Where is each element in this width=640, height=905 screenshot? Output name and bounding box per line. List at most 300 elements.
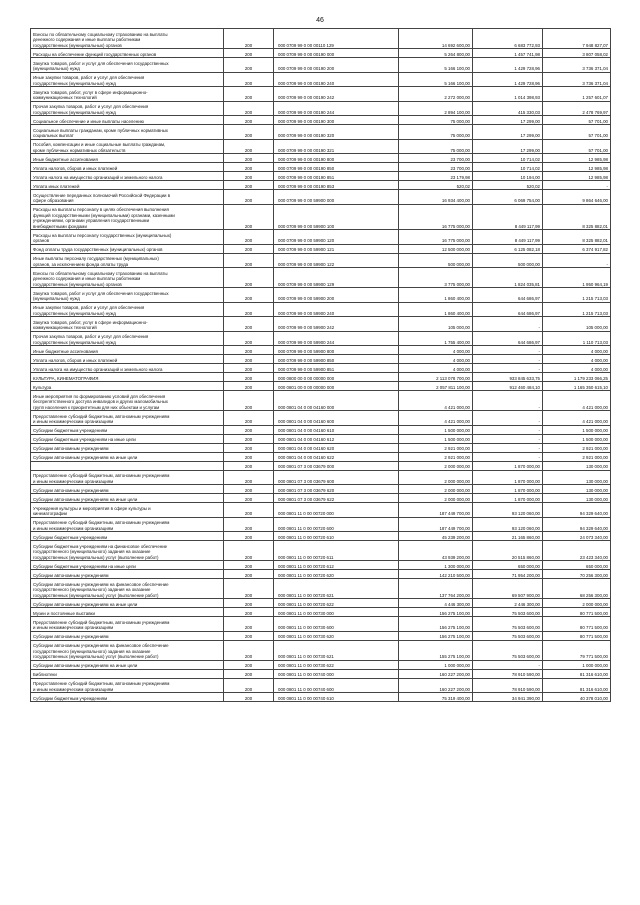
row-name-cell: Расходы на выплаты персоналу в целях обеспечения выполнения функций государственными (муниципальными) органами, казенными учреждениями, органами управления государственными внебюджетными фондами: [31, 204, 224, 230]
row-name-cell: Субсидии автономным учреждениям на иные цели: [31, 494, 224, 503]
row-name-cell: Закупка товаров, работ и услуг для обеспечения государственных (муниципальных) нужд: [31, 58, 224, 73]
row-plan-cell: 1 000 000,00: [399, 660, 473, 669]
row-plan-cell: 23 700,00: [399, 163, 473, 172]
row-name-cell: Предоставление субсидий бюджетным, автономным учреждениям и иным некоммерческим организациям: [31, 617, 224, 632]
row-name-cell: Социальное обеспечение и иные выплаты населению: [31, 116, 224, 125]
row-done-cell: -: [473, 443, 543, 452]
row-plan-cell: 4 000,00: [399, 364, 473, 373]
row-plan-cell: 45 239 200,00: [399, 532, 473, 541]
row-kbk-cell: 000 0709 99 0 00 59900 129: [274, 268, 399, 288]
row-plan-cell: 2 113 078 700,00: [399, 373, 473, 382]
row-name-cell: Субсидии автономным учреждениям на иные цели: [31, 660, 224, 669]
row-code-cell: 200: [224, 101, 274, 116]
table-row: [31, 382, 611, 391]
row-kbk-cell: 000 0801 11 0 00 00740 610: [274, 693, 399, 702]
row-name-cell: Предоставление субсидий бюджетным, автономным учреждениям и иным некоммерческим организациям: [31, 678, 224, 693]
row-done-cell: 1 429 728,96: [473, 58, 543, 73]
row-plan-cell: 156 275 100,00: [399, 631, 473, 640]
row-kbk-cell: 000 0801 11 0 00 00720 620: [274, 570, 399, 579]
row-done-cell: 10 194,00: [473, 172, 543, 181]
row-code-cell: 200: [224, 660, 274, 669]
row-done-cell: 17 299,00: [473, 116, 543, 125]
table-row: [31, 570, 611, 579]
row-done-cell: 6 069 754,00: [473, 190, 543, 205]
table-row: [31, 373, 611, 382]
row-code-cell: 200: [224, 364, 274, 373]
row-code-cell: 200: [224, 190, 274, 205]
table-row: [31, 204, 611, 230]
row-rest-cell: 8 325 882,01: [543, 230, 611, 245]
row-plan-cell: 75 000,00: [399, 116, 473, 125]
row-kbk-cell: 000 0709 99 0 00 00190 320: [274, 125, 399, 140]
row-done-cell: -: [473, 425, 543, 434]
row-name-cell: Субсидии бюджетным учреждениям: [31, 425, 224, 434]
row-done-cell: 520,02: [473, 181, 543, 190]
row-done-cell: 933 845 633,75: [473, 373, 543, 382]
row-rest-cell: 12 985,98: [543, 163, 611, 172]
row-plan-cell: 23 179,98: [399, 172, 473, 181]
table-row: [31, 268, 611, 288]
row-name-cell: Предоставление субсидий бюджетным, автономным учреждениям и иным некоммерческим организациям: [31, 470, 224, 485]
row-rest-cell: 2 478 769,97: [543, 101, 611, 116]
row-code-cell: 200: [224, 172, 274, 181]
row-rest-cell: 57 701,00: [543, 139, 611, 154]
row-code-cell: 200: [224, 631, 274, 640]
row-rest-cell: 1 165 350 615,10: [543, 382, 611, 391]
table-row: [31, 411, 611, 426]
row-code-cell: 200: [224, 541, 274, 561]
row-rest-cell: 80 771 500,00: [543, 631, 611, 640]
row-plan-cell: 75 000,00: [399, 139, 473, 154]
row-name-cell: Иные бюджетные ассигнования: [31, 346, 224, 355]
row-done-cell: 644 686,97: [473, 288, 543, 303]
row-code-cell: 200: [224, 485, 274, 494]
row-plan-cell: 105 000,00: [399, 317, 473, 332]
row-kbk-cell: 000 0709 99 0 00 00190 321: [274, 139, 399, 154]
row-kbk-cell: 000 0801 04 0 00 04160 612: [274, 434, 399, 443]
row-done-cell: 93 120 060,00: [473, 517, 543, 532]
row-kbk-cell: 000 0801 11 0 00 00720 600: [274, 517, 399, 532]
table-row: [31, 503, 611, 518]
row-name-cell: Осуществление переданных полномочий Российской Федерации в сфере образования: [31, 190, 224, 205]
row-kbk-cell: 000 0709 99 0 00 00190 853: [274, 181, 399, 190]
table-row: [31, 532, 611, 541]
row-done-cell: 1 429 728,96: [473, 72, 543, 87]
row-code-cell: 200: [224, 244, 274, 253]
table-row: [31, 355, 611, 364]
row-code-cell: 200: [224, 382, 274, 391]
row-code-cell: 200: [224, 693, 274, 702]
row-kbk-cell: 000 0709 99 0 00 00190 800: [274, 154, 399, 163]
row-done-cell: 78 910 590,00: [473, 678, 543, 693]
row-plan-cell: 187 449 700,00: [399, 503, 473, 518]
row-rest-cell: 80 771 500,00: [543, 608, 611, 617]
row-done-cell: 75 503 600,00: [473, 631, 543, 640]
row-done-cell: -: [473, 660, 543, 669]
row-name-cell: Иные бюджетные ассигнования: [31, 154, 224, 163]
row-code-cell: 200: [224, 411, 274, 426]
row-kbk-cell: 000 0709 99 0 00 00110 129: [274, 29, 399, 49]
row-name-cell: Субсидии бюджетным учреждениям: [31, 693, 224, 702]
row-code-cell: 200: [224, 503, 274, 518]
row-kbk-cell: 000 0801 11 0 00 00720 612: [274, 561, 399, 570]
row-plan-cell: 16 775 000,00: [399, 230, 473, 245]
row-kbk-cell: 000 0801 04 0 00 04160 622: [274, 452, 399, 461]
table-row: [31, 494, 611, 503]
row-plan-cell: 4 446 300,00: [399, 599, 473, 608]
table-row: [31, 561, 611, 570]
row-done-cell: 21 165 860,00: [473, 532, 543, 541]
table-row: [31, 617, 611, 632]
row-name-cell: Учреждения культуры и мероприятия в сфере культуры и кинематографии: [31, 503, 224, 518]
row-done-cell: -: [473, 452, 543, 461]
row-done-cell: 93 120 060,00: [473, 503, 543, 518]
row-done-cell: 644 686,97: [473, 331, 543, 346]
row-code-cell: 200: [224, 617, 274, 632]
row-name-cell: Закупка товаров, работ, услуг в сфере информационно- коммуникационных технологий: [31, 87, 224, 102]
row-name-cell: Уплата налогов, сборов и иных платежей: [31, 355, 224, 364]
row-code-cell: 200: [224, 570, 274, 579]
row-rest-cell: 57 701,00: [543, 125, 611, 140]
row-rest-cell: 81 316 610,00: [543, 678, 611, 693]
budget-execution-table: [30, 28, 611, 702]
row-done-cell: 2 446 300,00: [473, 599, 543, 608]
row-code-cell: 200: [224, 599, 274, 608]
row-done-cell: 415 330,03: [473, 101, 543, 116]
row-code-cell: 200: [224, 443, 274, 452]
row-rest-cell: 4 421 000,00: [543, 391, 611, 411]
table-row: [31, 101, 611, 116]
row-rest-cell: 130 000,00: [543, 494, 611, 503]
row-rest-cell: 94 329 640,00: [543, 503, 611, 518]
row-plan-cell: 2 000 000,00: [399, 470, 473, 485]
row-code-cell: 200: [224, 49, 274, 58]
row-done-cell: -: [473, 391, 543, 411]
table-row: [31, 434, 611, 443]
row-code-cell: 200: [224, 494, 274, 503]
row-done-cell: 75 503 600,00: [473, 608, 543, 617]
row-rest-cell: -: [543, 181, 611, 190]
row-done-cell: 75 503 600,00: [473, 617, 543, 632]
row-code-cell: 200: [224, 391, 274, 411]
row-plan-cell: 137 764 200,00: [399, 579, 473, 599]
row-rest-cell: 68 256 300,00: [543, 579, 611, 599]
row-code-cell: 200: [224, 425, 274, 434]
row-kbk-cell: 000 0709 99 0 00 00190 200: [274, 58, 399, 73]
table-row: [31, 391, 611, 411]
row-code-cell: 200: [224, 288, 274, 303]
row-rest-cell: 4 000,00: [543, 355, 611, 364]
row-kbk-cell: 000 0800 00 0 00 00000 000: [274, 373, 399, 382]
row-rest-cell: 1 500 000,00: [543, 425, 611, 434]
table-row: [31, 599, 611, 608]
row-name-cell: [31, 461, 224, 470]
row-code-cell: 200: [224, 669, 274, 678]
table-row: [31, 49, 611, 58]
row-kbk-cell: 000 0801 11 0 00 00740 600: [274, 678, 399, 693]
row-name-cell: Уплата иных платежей: [31, 181, 224, 190]
row-name-cell: Социальные выплаты гражданам, кроме публичных нормативных социальных выплат: [31, 125, 224, 140]
row-plan-cell: 16 775 000,00: [399, 204, 473, 230]
row-code-cell: 200: [224, 561, 274, 570]
row-rest-cell: 7 948 827,07: [543, 29, 611, 49]
row-code-cell: 200: [224, 331, 274, 346]
table-row: [31, 253, 611, 268]
row-rest-cell: 9 864 646,00: [543, 190, 611, 205]
row-kbk-cell: 000 0709 99 0 00 00190 300: [274, 116, 399, 125]
row-rest-cell: 6 374 917,82: [543, 244, 611, 253]
row-plan-cell: 1 500 000,00: [399, 425, 473, 434]
row-rest-cell: 1 000 000,00: [543, 660, 611, 669]
row-rest-cell: 40 378 010,00: [543, 693, 611, 702]
row-code-cell: 200: [224, 72, 274, 87]
table-row: [31, 58, 611, 73]
row-rest-cell: 650 000,00: [543, 561, 611, 570]
row-name-cell: Субсидии автономным учреждениям на финансовое обеспечение государственного (муниципального) задания на оказание государственных (муниципальных) услуг (выполнение работ): [31, 640, 224, 660]
row-code-cell: 200: [224, 640, 274, 660]
table-row: [31, 452, 611, 461]
row-kbk-cell: 000 0801 07 3 00 03679 600: [274, 470, 399, 485]
row-plan-cell: 23 700,00: [399, 154, 473, 163]
table-row: [31, 139, 611, 154]
row-name-cell: Субсидии автономным учреждениям: [31, 485, 224, 494]
row-name-cell: Субсидии автономным учреждениям: [31, 631, 224, 640]
table-row: [31, 608, 611, 617]
row-code-cell: 200: [224, 317, 274, 332]
row-done-cell: 34 941 390,00: [473, 693, 543, 702]
row-plan-cell: 2 000 000,00: [399, 461, 473, 470]
row-kbk-cell: 000 0709 99 0 00 59900 122: [274, 253, 399, 268]
row-name-cell: КУЛЬТУРА, КИНЕМАТОГРАФИЯ: [31, 373, 224, 382]
row-done-cell: 69 507 900,00: [473, 579, 543, 599]
row-name-cell: Субсидии автономным учреждениям на финансовое обеспечение государственного (муниципального) задания на оказание государственных (муниципальных) услуг (выполнение работ): [31, 579, 224, 599]
table-row: [31, 678, 611, 693]
row-plan-cell: 500 000,00: [399, 253, 473, 268]
table-row: [31, 125, 611, 140]
row-kbk-cell: 000 0709 99 0 00 00190 850: [274, 163, 399, 172]
row-rest-cell: 3 807 058,02: [543, 49, 611, 58]
row-name-cell: Фонд оплаты труда государственных (муниципальных) органов: [31, 244, 224, 253]
row-rest-cell: 24 073 340,00: [543, 532, 611, 541]
row-plan-cell: 2 000 000,00: [399, 485, 473, 494]
row-plan-cell: 43 939 200,00: [399, 541, 473, 561]
row-kbk-cell: 000 0801 11 0 00 00720 622: [274, 599, 399, 608]
page-number: 46: [316, 17, 324, 24]
row-code-cell: 200: [224, 181, 274, 190]
table-row: [31, 461, 611, 470]
row-code-cell: 200: [224, 268, 274, 288]
row-rest-cell: 130 000,00: [543, 470, 611, 485]
row-rest-cell: 130 000,00: [543, 461, 611, 470]
row-rest-cell: 1 500 000,00: [543, 434, 611, 443]
row-name-cell: Прочая закупка товаров, работ и услуг для обеспечения государственных (муниципальных) нужд: [31, 101, 224, 116]
row-name-cell: Прочая закупка товаров, работ и услуг для обеспечения государственных (муниципальных) нужд: [31, 331, 224, 346]
row-plan-cell: 1 860 400,00: [399, 302, 473, 317]
row-plan-cell: 3 775 000,00: [399, 268, 473, 288]
row-done-cell: -: [473, 346, 543, 355]
row-plan-cell: 160 227 200,00: [399, 669, 473, 678]
row-done-cell: -: [473, 355, 543, 364]
row-kbk-cell: 000 0709 99 0 00 59900 800: [274, 346, 399, 355]
row-kbk-cell: 000 0709 99 0 00 59900 200: [274, 288, 399, 303]
row-kbk-cell: 000 0801 11 0 00 00730 620: [274, 631, 399, 640]
row-name-cell: Иные закупки товаров, работ и услуг для обеспечения государственных (муниципальных) нужд: [31, 302, 224, 317]
row-plan-cell: 155 275 100,00: [399, 640, 473, 660]
row-kbk-cell: 000 0801 11 0 00 00720 610: [274, 532, 399, 541]
row-name-cell: Субсидии автономным учреждениям: [31, 570, 224, 579]
row-rest-cell: 23 423 340,00: [543, 541, 611, 561]
row-name-cell: Закупка товаров, работ и услуг для обеспечения государственных (муниципальных) нужд: [31, 288, 224, 303]
row-rest-cell: 2 921 000,00: [543, 452, 611, 461]
row-kbk-cell: 000 0801 04 0 00 04160 620: [274, 443, 399, 452]
table-row: [31, 230, 611, 245]
row-kbk-cell: 000 0801 07 3 00 03679 620: [274, 485, 399, 494]
row-plan-cell: 16 934 400,00: [399, 190, 473, 205]
row-name-cell: Культура: [31, 382, 224, 391]
row-plan-cell: 156 275 100,00: [399, 617, 473, 632]
row-code-cell: 200: [224, 139, 274, 154]
table-row: [31, 693, 611, 702]
row-rest-cell: 1 257 601,07: [543, 87, 611, 102]
row-rest-cell: 12 985,98: [543, 172, 611, 181]
row-plan-cell: 2 000 000,00: [399, 494, 473, 503]
table-row: [31, 669, 611, 678]
row-code-cell: 200: [224, 678, 274, 693]
row-name-cell: Пособия, компенсации и иные социальные выплаты гражданам, кроме публичных нормативных обязательств: [31, 139, 224, 154]
table-body: [31, 29, 611, 702]
row-name-cell: Субсидии бюджетным учреждениям на иные цели: [31, 434, 224, 443]
row-code-cell: 200: [224, 230, 274, 245]
row-kbk-cell: 000 0801 04 0 00 04160 000: [274, 391, 399, 411]
row-plan-cell: 520,02: [399, 181, 473, 190]
row-rest-cell: 2 921 000,00: [543, 443, 611, 452]
row-kbk-cell: 000 0709 99 0 00 59900 120: [274, 230, 399, 245]
row-plan-cell: 75 319 400,00: [399, 693, 473, 702]
row-rest-cell: 57 701,00: [543, 116, 611, 125]
row-name-cell: Субсидии автономным учреждениям: [31, 443, 224, 452]
row-plan-cell: 2 894 100,00: [399, 101, 473, 116]
row-kbk-cell: 000 0709 99 0 00 00190 000: [274, 49, 399, 58]
row-code-cell: 200: [224, 461, 274, 470]
row-code-cell: 200: [224, 532, 274, 541]
row-name-cell: Иные выплаты персоналу государственных (муниципальных) органов, за исключением фонда оплаты труда: [31, 253, 224, 268]
row-rest-cell: 130 000,00: [543, 485, 611, 494]
row-rest-cell: 3 736 371,04: [543, 72, 611, 87]
row-rest-cell: -: [543, 253, 611, 268]
row-plan-cell: 1 860 400,00: [399, 288, 473, 303]
row-code-cell: 200: [224, 579, 274, 599]
row-plan-cell: 4 000,00: [399, 355, 473, 364]
table-row: [31, 181, 611, 190]
table-row: [31, 443, 611, 452]
row-code-cell: 200: [224, 163, 274, 172]
row-code-cell: 200: [224, 302, 274, 317]
table-row: [31, 631, 611, 640]
table-row: [31, 660, 611, 669]
row-rest-cell: 1 950 964,19: [543, 268, 611, 288]
row-rest-cell: 1 215 713,03: [543, 302, 611, 317]
row-name-cell: Уплата налогов, сборов и иных платежей: [31, 163, 224, 172]
row-rest-cell: 1 179 233 066,25: [543, 373, 611, 382]
row-done-cell: 644 686,97: [473, 302, 543, 317]
row-code-cell: 200: [224, 517, 274, 532]
row-plan-cell: 2 921 000,00: [399, 443, 473, 452]
row-plan-cell: 5 264 800,00: [399, 49, 473, 58]
row-code-cell: 200: [224, 355, 274, 364]
row-done-cell: 17 299,00: [473, 125, 543, 140]
row-code-cell: 200: [224, 29, 274, 49]
row-code-cell: 200: [224, 470, 274, 485]
row-kbk-cell: 000 0801 11 0 00 00730 621: [274, 640, 399, 660]
row-rest-cell: 8 325 882,01: [543, 204, 611, 230]
row-done-cell: 6 683 772,93: [473, 29, 543, 49]
table-row: [31, 244, 611, 253]
row-rest-cell: 2 000 000,00: [543, 599, 611, 608]
table-row: [31, 288, 611, 303]
row-plan-cell: 5 166 100,00: [399, 72, 473, 87]
row-rest-cell: 81 316 610,00: [543, 669, 611, 678]
row-name-cell: Предоставление субсидий бюджетным, автономным учреждениям и иным некоммерческим организациям: [31, 517, 224, 532]
row-kbk-cell: 000 0709 99 0 00 00190 240: [274, 72, 399, 87]
row-code-cell: 200: [224, 346, 274, 355]
row-done-cell: -: [473, 411, 543, 426]
row-plan-cell: 2 272 000,00: [399, 87, 473, 102]
row-rest-cell: 4 000,00: [543, 364, 611, 373]
row-plan-cell: 156 275 100,00: [399, 608, 473, 617]
table-row: [31, 154, 611, 163]
row-code-cell: 200: [224, 154, 274, 163]
row-done-cell: 10 714,02: [473, 163, 543, 172]
row-plan-cell: 142 210 500,00: [399, 570, 473, 579]
row-code-cell: 200: [224, 373, 274, 382]
row-plan-cell: 4 421 000,00: [399, 411, 473, 426]
row-name-cell: Субсидии автономным учреждениям на иные цели: [31, 452, 224, 461]
table-row: [31, 172, 611, 181]
table-row: [31, 425, 611, 434]
row-plan-cell: 1 755 400,00: [399, 331, 473, 346]
row-kbk-cell: 000 0709 99 0 00 00190 244: [274, 101, 399, 116]
row-rest-cell: 79 771 500,00: [543, 640, 611, 660]
row-rest-cell: 4 000,00: [543, 346, 611, 355]
row-kbk-cell: 000 0801 11 0 00 00730 000: [274, 608, 399, 617]
row-code-cell: 200: [224, 204, 274, 230]
row-name-cell: Взносы по обязательному социальному страхованию на выплаты денежного содержания и иные выплаты работникам государственных (муниципальных) органов: [31, 29, 224, 49]
table-row: [31, 190, 611, 205]
table-row: [31, 116, 611, 125]
row-done-cell: 71 954 200,00: [473, 570, 543, 579]
row-kbk-cell: 000 0709 99 0 00 59900 100: [274, 204, 399, 230]
row-done-cell: 912 460 484,10: [473, 382, 543, 391]
row-kbk-cell: 000 0801 11 0 00 00720 621: [274, 579, 399, 599]
table-row: [31, 87, 611, 102]
row-plan-cell: 2 057 811 100,00: [399, 382, 473, 391]
row-done-cell: 1 824 035,81: [473, 268, 543, 288]
table-row: [31, 364, 611, 373]
row-kbk-cell: 000 0709 99 0 00 59900 121: [274, 244, 399, 253]
table-row: [31, 163, 611, 172]
row-done-cell: -: [473, 317, 543, 332]
row-rest-cell: 94 329 640,00: [543, 517, 611, 532]
row-kbk-cell: 000 0801 04 0 00 04160 610: [274, 425, 399, 434]
row-plan-cell: 14 692 600,00: [399, 29, 473, 49]
row-plan-cell: 2 921 000,00: [399, 452, 473, 461]
row-name-cell: Закупка товаров, работ, услуг в сфере информационно- коммуникационных технологий: [31, 317, 224, 332]
row-plan-cell: 12 500 000,00: [399, 244, 473, 253]
row-name-cell: Субсидии автономным учреждениям на иные цели: [31, 599, 224, 608]
table-row: [31, 346, 611, 355]
row-plan-cell: 1 300 000,00: [399, 561, 473, 570]
row-plan-cell: 4 000,00: [399, 346, 473, 355]
